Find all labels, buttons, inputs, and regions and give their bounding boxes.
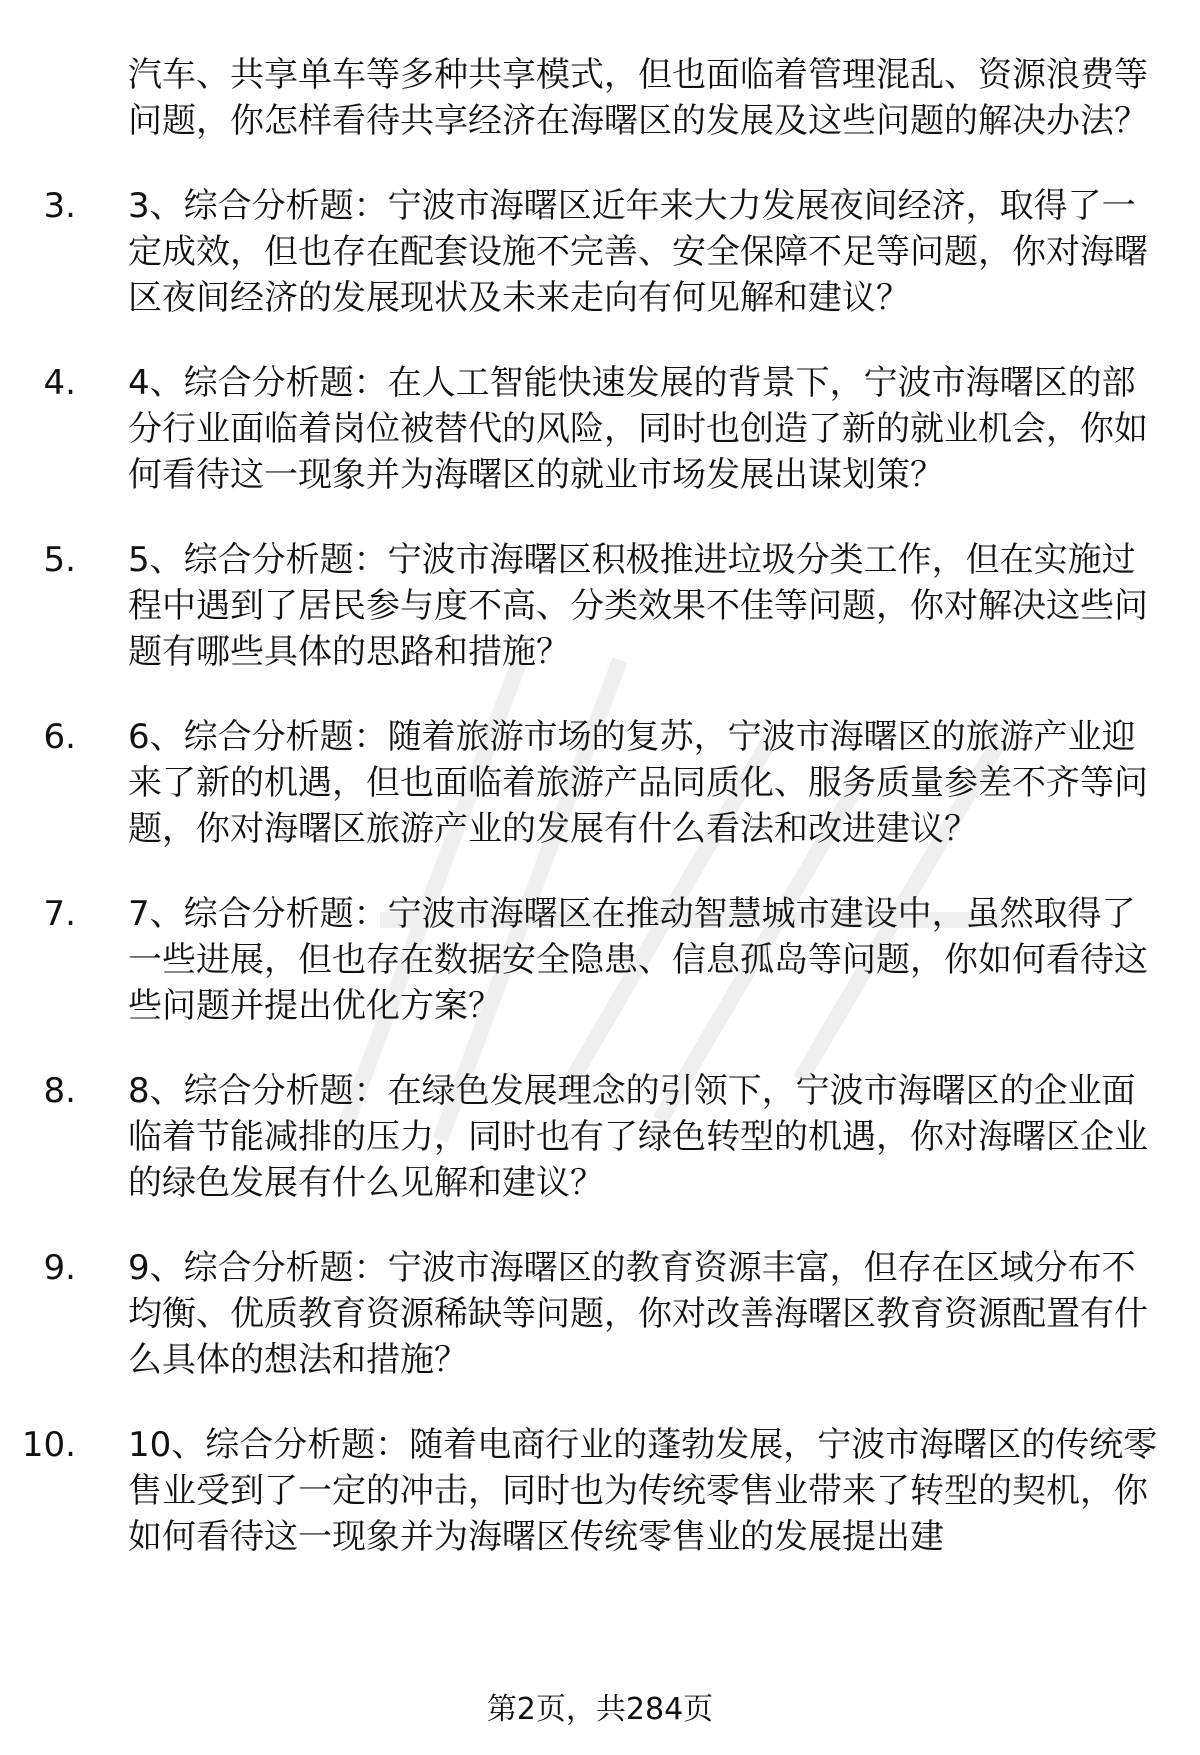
question-continuation: 汽车、共享单车等多种共享模式，但也面临着管理混乱、资源浪费等问题，你怎样看待共享经济在海曙区的发展及这些问题的解决办法？ [128, 55, 1148, 141]
question-number: 9. [43, 1248, 76, 1288]
page-footer: 第2页，共284页 [486, 1692, 714, 1727]
question-text: 4、综合分析题：在人工智能快速发展的背景下，宁波市海曙区的部分行业面临着岗位被替代的风险，同时也创造了新的就业机会，你如何看待这一现象并为海曙区的就业市场发展出谋划策？ [128, 363, 1148, 495]
list-item [0, 1245, 1158, 1383]
question-text: 8、综合分析题：在绿色发展理念的引领下，宁波市海曙区的企业面临着节能减排的压力，同时也有了绿色转型的机遇，你对海曙区企业的绿色发展有什么见解和建议？ [128, 1071, 1148, 1203]
question-text: 10、综合分析题：随着电商行业的蓬勃发展，宁波市海曙区的传统零售业受到了一定的冲击，同时也为传统零售业带来了转型的契机，你如何看待这一现象并为海曙区传统零售业的发展提出建 [128, 1425, 1158, 1557]
question-text: 3、综合分析题：宁波市海曙区近年来大力发展夜间经济，取得了一定成效，但也存在配套设施不完善、安全保障不足等问题，你对海曙区夜间经济的发展现状及未来走向有何见解和建议？ [128, 186, 1148, 318]
list-item [0, 183, 1158, 321]
list-item [0, 891, 1158, 1029]
list-item [0, 360, 1158, 498]
question-number: 4. [43, 363, 76, 403]
question-number: 5. [43, 540, 76, 580]
question-text: 6、综合分析题：随着旅游市场的复苏，宁波市海曙区的旅游产业迎来了新的机遇，但也面临着旅游产品同质化、服务质量参差不齐等问题，你对海曙区旅游产业的发展有什么看法和改进建议？ [128, 717, 1148, 849]
question-number: 3. [43, 186, 76, 226]
question-number: 6. [43, 717, 76, 757]
question-number: 10. [21, 1425, 76, 1465]
question-text: 5、综合分析题：宁波市海曙区积极推进垃圾分类工作，但在实施过程中遇到了居民参与度不高、分类效果不佳等问题，你对解决这些问题有哪些具体的思路和措施？ [128, 540, 1148, 672]
question-list [0, 52, 1200, 1599]
question-text: 7、综合分析题：宁波市海曙区在推动智慧城市建设中，虽然取得了一些进展，但也存在数据安全隐患、信息孤岛等问题，你如何看待这些问题并提出优化方案？ [128, 894, 1148, 1026]
list-item [0, 537, 1158, 675]
list-item [0, 1068, 1158, 1206]
question-number: 8. [43, 1071, 76, 1111]
question-number: 7. [43, 894, 76, 934]
list-item [0, 714, 1158, 852]
question-text: 9、综合分析题：宁波市海曙区的教育资源丰富，但存在区域分布不均衡、优质教育资源稀缺等问题，你对改善海曙区教育资源配置有什么具体的想法和措施？ [128, 1248, 1148, 1380]
list-item [0, 1422, 1158, 1560]
